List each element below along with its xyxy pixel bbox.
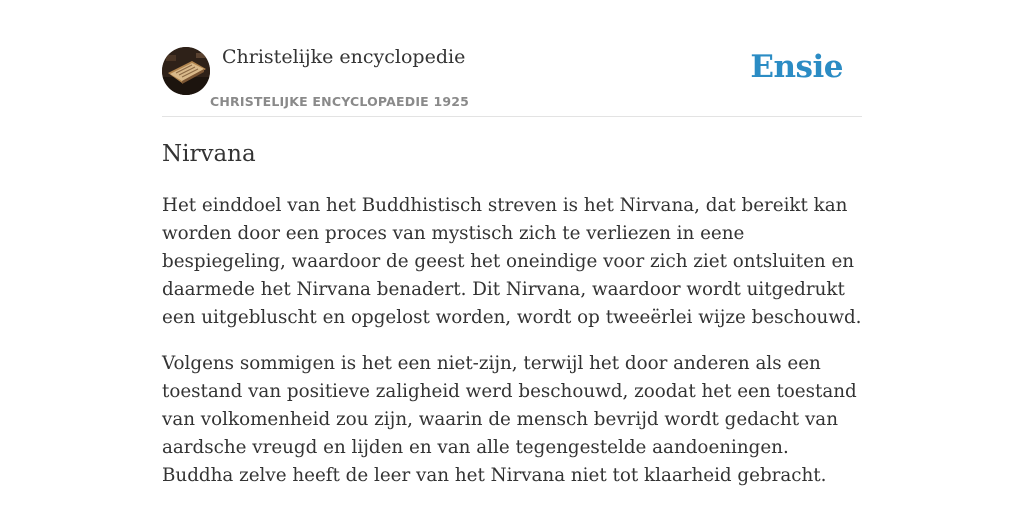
source-header bbox=[162, 0, 862, 117]
page bbox=[162, 0, 862, 486]
ensie-logo-link[interactable]: Ensie bbox=[750, 49, 843, 85]
source-avatar[interactable] bbox=[162, 47, 210, 95]
article-title: Nirvana bbox=[162, 141, 256, 167]
book-thumbnail-icon bbox=[162, 47, 210, 95]
source-title-link[interactable]: Christelijke encyclopedie bbox=[222, 46, 466, 68]
article-paragraph: Volgens sommigen is het een niet-zijn, terwijl het door anderen als een toestand van positieve zaligheid werd beschouwd, zoodat het een toestand van volkomenheid zou zijn, waarin de mensch bevrijd wordt gedacht van aardsche vreugd en lijden en van alle tegengestelde aandoeningen. Buddha zelve heeft de leer van het Nirvana niet tot klaarheid gebracht. bbox=[162, 353, 857, 486]
source-subtitle: CHRISTELIJKE ENCYCLOPAEDIE 1925 bbox=[210, 94, 470, 109]
article-paragraph: Het einddoel van het Buddhistisch streven is het Nirvana, dat bereikt kan worden door een proces van mystisch zich te verliezen in eene bespiegeling, waardoor de geest het oneindige voor zich ziet ontsluiten en daarmede het Nirvana benadert. Dit Nirvana, waardoor wordt uitgedrukt een uitgebluscht en opgelost worden, wordt op tweeërlei wijze beschouwd. bbox=[162, 195, 862, 328]
article-body bbox=[162, 192, 862, 508]
